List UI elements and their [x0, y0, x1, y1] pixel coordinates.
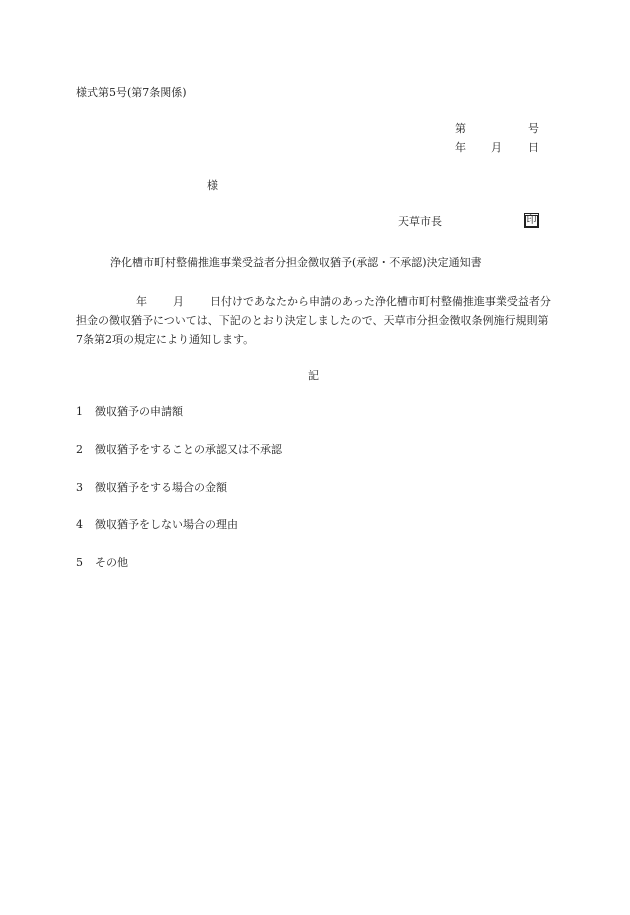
list-item: [76, 518, 238, 532]
list-item: [76, 405, 183, 419]
body-text: 日付けであなたから申請のあった浄化槽市町村整備推進事業受益者分担金の徴収猶予については、下記のとおり決定しましたので、天草市分担金徴収条例施行規則第7条第2項の規定により通知します。: [76, 295, 551, 346]
item-label: その他: [95, 556, 128, 569]
issuer-name: 天草市長: [398, 215, 442, 228]
form-number: 様式第5号(第7条関係): [76, 86, 187, 99]
date-day-label: 日: [528, 141, 539, 154]
seal-stamp: [524, 213, 539, 228]
item-label: 徴収猶予をすることの承認又は不承認: [95, 443, 282, 456]
document-title: 浄化槽市町村整備推進事業受益者分担金徴収猶予(承認・不承認)決定通知書: [110, 256, 482, 269]
item-number: 4: [76, 518, 83, 531]
date-year-label: 年: [455, 141, 466, 154]
number-prefix: 第: [455, 122, 466, 135]
notice-body: [76, 292, 554, 349]
list-item: [76, 481, 227, 495]
item-number: 3: [76, 481, 83, 494]
list-item: [76, 443, 282, 457]
item-number: 5: [76, 556, 83, 569]
date-month-label: 月: [491, 141, 502, 154]
number-suffix: 号: [528, 122, 539, 135]
body-year: 年: [136, 295, 147, 308]
list-item: [76, 556, 128, 570]
item-label: 徴収猶予をする場合の金額: [95, 481, 227, 494]
item-number: 2: [76, 443, 83, 456]
item-label: 徴収猶予をしない場合の理由: [95, 518, 238, 531]
ki-heading: 記: [308, 369, 319, 382]
body-month: 月: [173, 295, 184, 308]
addressee-suffix: 様: [207, 179, 218, 192]
item-number: 1: [76, 405, 83, 418]
item-label: 徴収猶予の申請額: [95, 405, 183, 418]
seal-label: 印: [526, 215, 537, 226]
